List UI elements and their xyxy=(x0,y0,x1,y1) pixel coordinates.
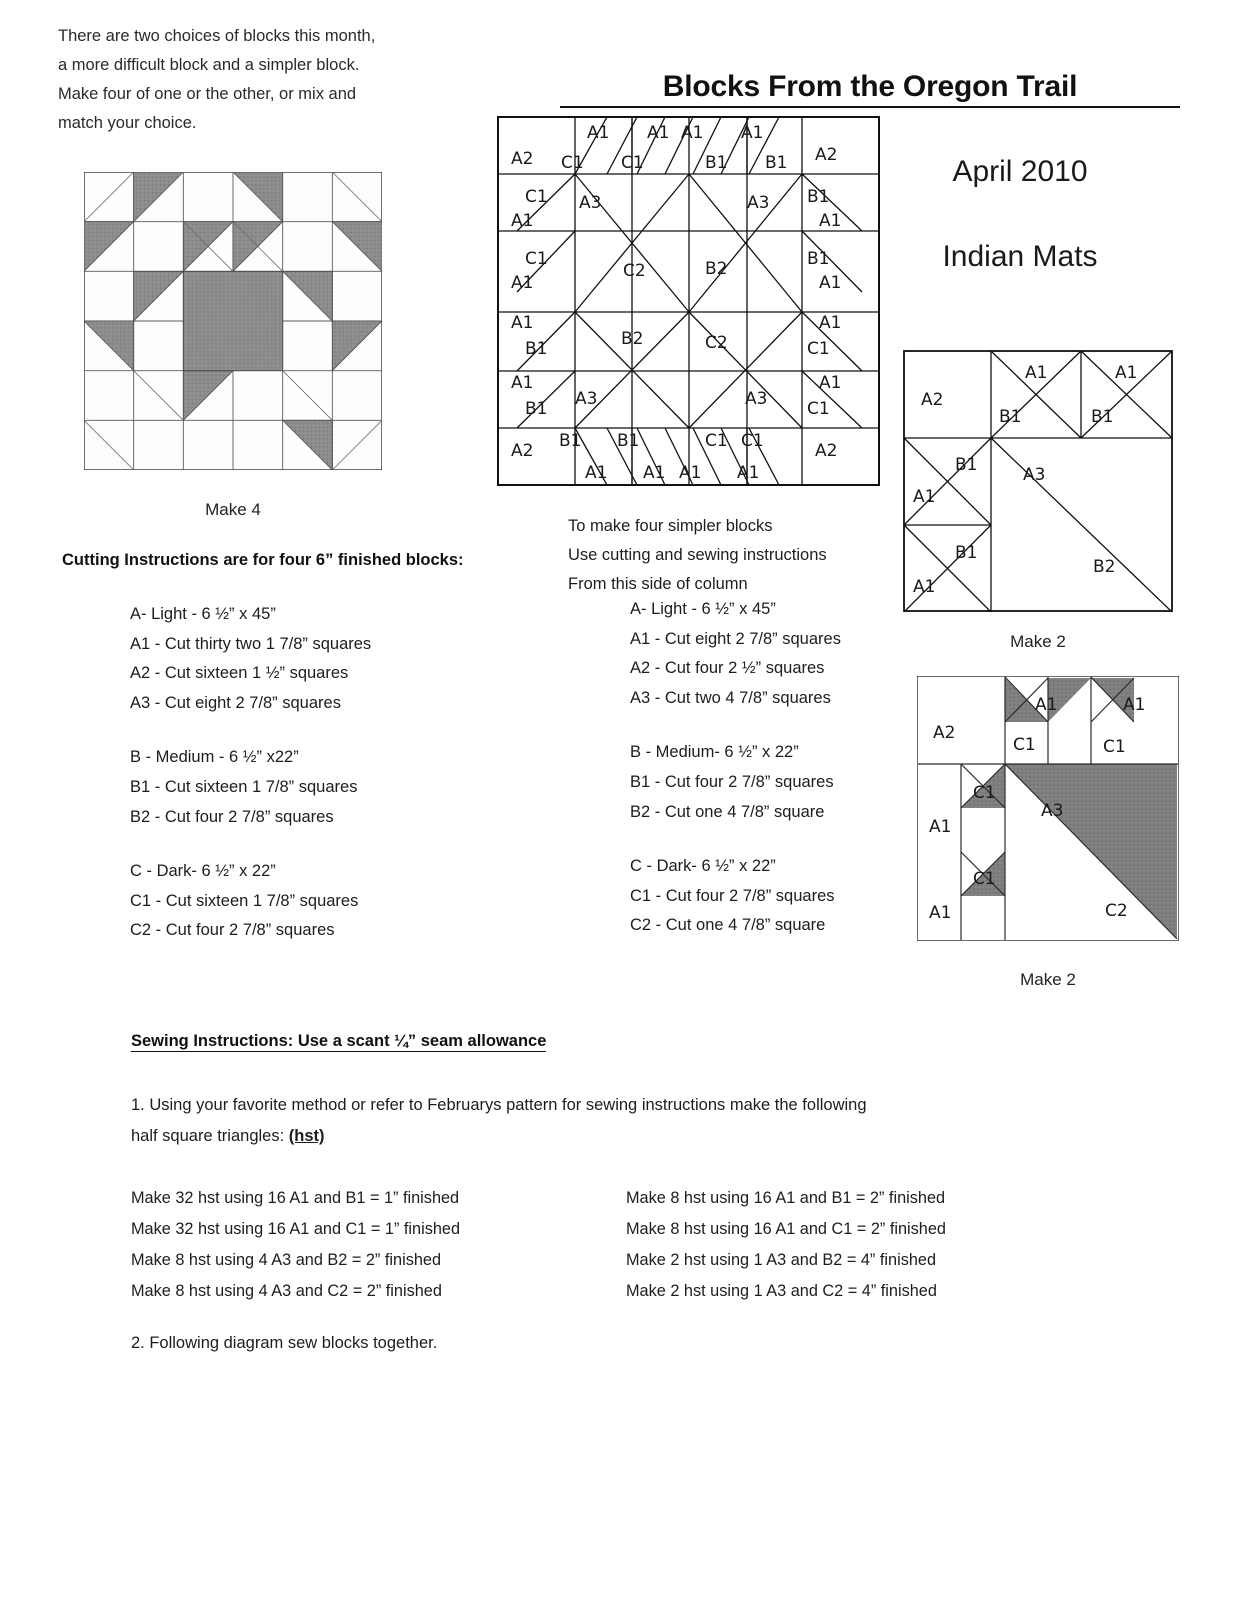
svg-text:A1: A1 xyxy=(647,123,670,143)
svg-text:C1: C1 xyxy=(525,187,548,207)
hst-list-right xyxy=(626,1183,1096,1307)
svg-text:B1: B1 xyxy=(617,431,640,451)
svg-text:B1: B1 xyxy=(955,455,978,475)
cut-line: A3 - Cut eight 2 7/8” squares xyxy=(130,693,341,712)
svg-text:A1: A1 xyxy=(587,123,610,143)
title-date: April 2010 xyxy=(952,155,1088,188)
svg-text:A1: A1 xyxy=(511,211,534,231)
svg-text:B1: B1 xyxy=(765,153,788,173)
svg-text:B1: B1 xyxy=(807,187,830,207)
cut-line: C1 - Cut four 2 7/8” squares xyxy=(630,886,835,905)
svg-text:A1: A1 xyxy=(1025,363,1048,383)
spacer xyxy=(130,718,550,743)
svg-text:C2: C2 xyxy=(705,333,728,353)
svg-text:C1: C1 xyxy=(525,249,548,269)
cut-line: A2 - Cut sixteen 1 ½” squares xyxy=(130,664,349,683)
svg-text:A1: A1 xyxy=(1035,695,1058,715)
cut-line: C - Dark- 6 ½” x 22” xyxy=(130,862,276,881)
hst-line: Make 8 hst using 4 A3 and C2 = 2” finished xyxy=(131,1282,442,1300)
svg-text:C2: C2 xyxy=(1105,901,1128,921)
make-2-upper-caption: Make 2 xyxy=(1010,632,1066,651)
svg-text:A1: A1 xyxy=(819,211,842,231)
svg-text:A3: A3 xyxy=(747,193,770,213)
svg-text:B2: B2 xyxy=(621,329,644,349)
make-2-lower-caption: Make 2 xyxy=(1020,970,1076,989)
svg-text:A1: A1 xyxy=(819,273,842,293)
cutting-instructions-heading: Cutting Instructions are for four 6” finished blocks: xyxy=(62,551,464,569)
svg-text:A1: A1 xyxy=(819,373,842,393)
svg-text:C1: C1 xyxy=(741,431,764,451)
sewing-step-2: 2. Following diagram sew blocks together. xyxy=(131,1334,438,1352)
svg-text:C1: C1 xyxy=(807,399,830,419)
hst-line: Make 2 hst using 1 A3 and B2 = 4” finished xyxy=(626,1251,936,1269)
sewing-heading-text: Sewing Instructions: Use a scant ¼” seam allowance xyxy=(131,1032,547,1050)
svg-text:B1: B1 xyxy=(955,543,978,563)
svg-text:A1: A1 xyxy=(1115,363,1138,383)
cut-line: B - Medium- 6 ½” x 22” xyxy=(630,743,799,762)
cut-line: C2 - Cut one 4 7/8” square xyxy=(630,916,826,935)
hst-abbrev: (hst) xyxy=(288,1127,325,1145)
intro-line: Make four of one or the other, or mix and xyxy=(58,85,357,103)
sewing-step-1-line-a: 1. Using your favorite method or refer to Februarys pattern for sewing instructions make the following xyxy=(131,1096,867,1114)
cut-line: C1 - Cut sixteen 1 7/8” squares xyxy=(130,891,359,910)
intro-note xyxy=(58,22,458,138)
svg-text:B1: B1 xyxy=(1091,407,1114,427)
svg-text:A1: A1 xyxy=(913,487,936,507)
svg-text:A3: A3 xyxy=(575,389,598,409)
svg-text:C1: C1 xyxy=(705,431,728,451)
svg-text:A2: A2 xyxy=(511,441,534,461)
sewing-step-1-line-b: half square triangles: xyxy=(131,1127,289,1145)
svg-text:A2: A2 xyxy=(815,441,838,461)
cut-line: A3 - Cut two 4 7/8” squares xyxy=(630,688,831,707)
intro-line: There are two choices of blocks this month, xyxy=(58,27,376,45)
hst-line: Make 32 hst using 16 A1 and C1 = 1” finished xyxy=(131,1220,461,1238)
svg-text:A1: A1 xyxy=(511,373,534,393)
svg-text:B1: B1 xyxy=(525,339,548,359)
hst-line: Make 32 hst using 16 A1 and B1 = 1” finished xyxy=(131,1189,460,1207)
svg-text:B1: B1 xyxy=(705,153,728,173)
svg-text:A3: A3 xyxy=(1041,801,1064,821)
svg-text:A3: A3 xyxy=(745,389,768,409)
svg-text:A1: A1 xyxy=(737,463,760,483)
svg-text:A3: A3 xyxy=(1023,465,1046,485)
block-diagram-complex xyxy=(497,116,880,486)
svg-text:A2: A2 xyxy=(921,390,944,410)
cut-line: B2 - Cut one 4 7/8” square xyxy=(630,802,825,821)
svg-text:A1: A1 xyxy=(511,313,534,333)
cutting-left-column xyxy=(130,600,550,946)
svg-text:A1: A1 xyxy=(643,463,666,483)
svg-text:A1: A1 xyxy=(819,313,842,333)
cut-line: A1 - Cut eight 2 7/8” squares xyxy=(630,629,841,648)
note-line: Use cutting and sewing instructions xyxy=(568,546,827,564)
hst-line: Make 8 hst using 4 A3 and B2 = 2” finished xyxy=(131,1251,441,1269)
cut-line: B - Medium - 6 ½” x22” xyxy=(130,748,299,767)
cut-line: A- Light - 6 ½” x 45” xyxy=(630,600,776,618)
spacer xyxy=(130,832,550,857)
svg-text:A1: A1 xyxy=(913,577,936,597)
svg-text:A3: A3 xyxy=(579,193,602,213)
svg-text:A1: A1 xyxy=(681,123,704,143)
svg-text:C1: C1 xyxy=(973,783,996,803)
page-title: Blocks From the Oregon Trail xyxy=(560,70,1180,108)
cut-line: A2 - Cut four 2 ½” squares xyxy=(630,659,825,678)
svg-text:B2: B2 xyxy=(1093,557,1116,577)
svg-text:A1: A1 xyxy=(741,123,764,143)
svg-text:C1: C1 xyxy=(1103,737,1126,757)
svg-text:C1: C1 xyxy=(621,153,644,173)
cut-line: C2 - Cut four 2 7/8” squares xyxy=(130,921,335,940)
hst-line: Make 2 hst using 1 A3 and C2 = 4” finished xyxy=(626,1282,937,1300)
svg-text:A2: A2 xyxy=(511,149,534,169)
hst-line: Make 8 hst using 16 A1 and C1 = 2” finished xyxy=(626,1220,946,1238)
svg-text:B1: B1 xyxy=(559,431,582,451)
cut-line: C - Dark- 6 ½” x 22” xyxy=(630,857,776,876)
sewing-step-1 xyxy=(131,1090,1071,1152)
svg-text:A1: A1 xyxy=(511,273,534,293)
svg-text:A1: A1 xyxy=(585,463,608,483)
title-pattern-name: Indian Mats xyxy=(942,240,1098,273)
svg-text:A1: A1 xyxy=(929,903,952,923)
note-line: From this side of column xyxy=(568,575,748,593)
cut-line: B2 - Cut four 2 7/8” squares xyxy=(130,807,334,826)
svg-text:A2: A2 xyxy=(815,145,838,165)
svg-text:C1: C1 xyxy=(1013,735,1036,755)
svg-text:B1: B1 xyxy=(525,399,548,419)
cut-line: A1 - Cut thirty two 1 7/8” squares xyxy=(130,634,372,653)
block-diagram-simple-upper xyxy=(903,350,1173,612)
svg-text:C1: C1 xyxy=(807,339,830,359)
hst-list-left xyxy=(131,1183,601,1307)
svg-text:A1: A1 xyxy=(929,817,952,837)
svg-text:C1: C1 xyxy=(973,869,996,889)
svg-text:B2: B2 xyxy=(705,259,728,279)
note-line: To make four simpler blocks xyxy=(568,517,773,535)
svg-text:A1: A1 xyxy=(679,463,702,483)
block-diagram-simple-lower xyxy=(917,676,1179,941)
svg-text:C2: C2 xyxy=(623,261,646,281)
svg-text:A2: A2 xyxy=(933,723,956,743)
svg-text:B1: B1 xyxy=(807,249,830,269)
svg-text:A1: A1 xyxy=(1123,695,1146,715)
hst-line: Make 8 hst using 16 A1 and B1 = 2” finished xyxy=(626,1189,946,1207)
intro-line: a more difficult block and a simpler block. xyxy=(58,56,360,74)
cut-line: A- Light - 6 ½” x 45” xyxy=(130,605,276,623)
quilt-block-photo xyxy=(84,172,382,470)
intro-line: match your choice. xyxy=(58,114,197,132)
sewing-instructions-heading xyxy=(131,1032,831,1051)
cut-line: B1 - Cut four 2 7/8” squares xyxy=(630,772,834,791)
svg-text:C1: C1 xyxy=(561,153,584,173)
svg-text:B1: B1 xyxy=(999,407,1022,427)
simpler-blocks-note xyxy=(568,512,908,599)
make-4-caption: Make 4 xyxy=(205,500,261,519)
cut-line: B1 - Cut sixteen 1 7/8” squares xyxy=(130,777,358,796)
